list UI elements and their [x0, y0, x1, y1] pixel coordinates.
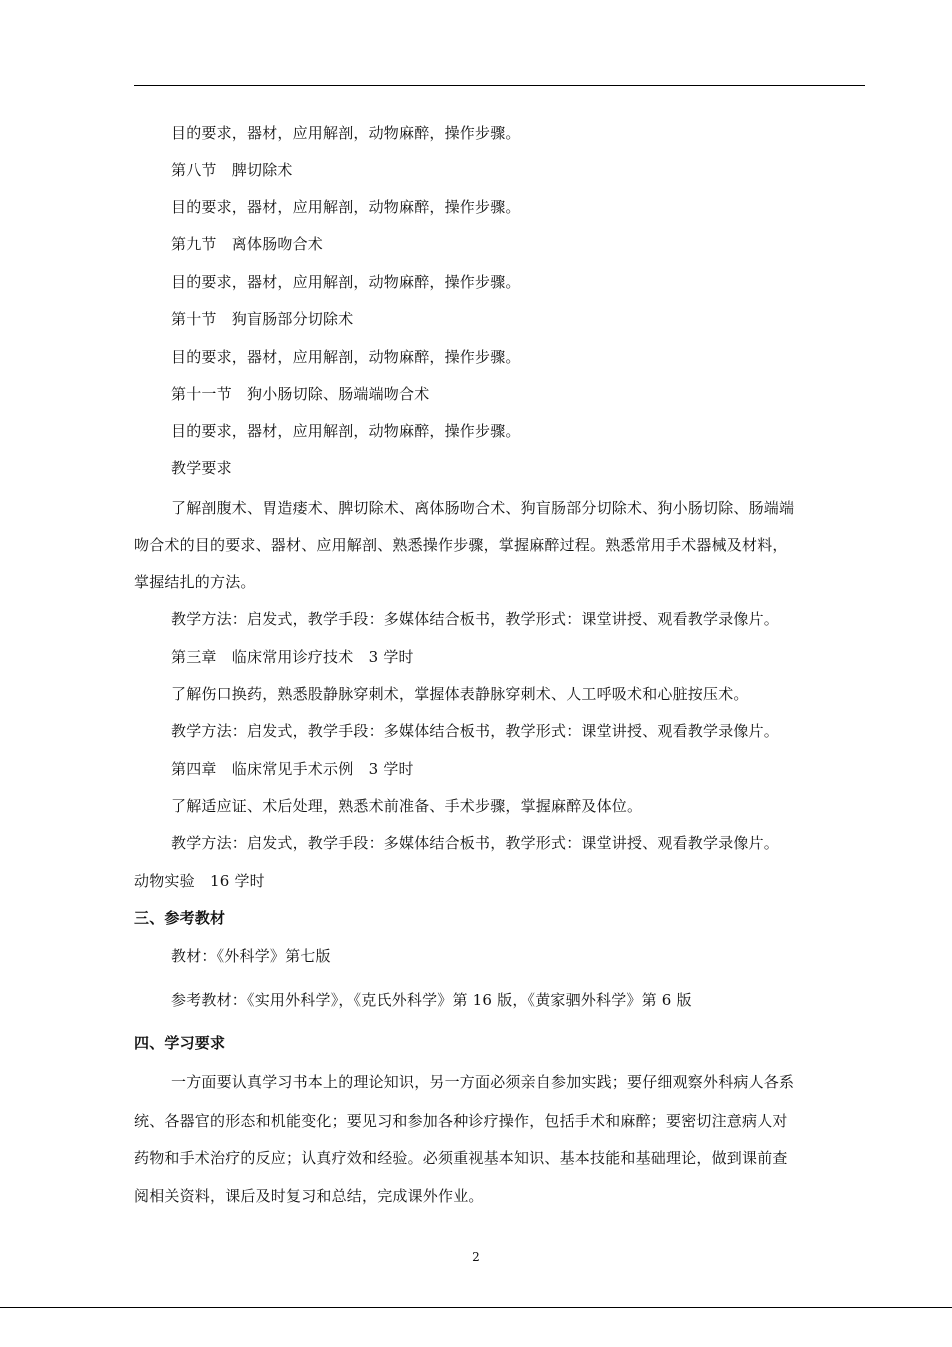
- paragraph-line: 了解剖腹术、胃造瘘术、脾切除术、离体肠吻合术、狗盲肠部分切除术、狗小肠切除、肠端端: [171, 499, 795, 517]
- section-heading: 第九节 离体肠吻合术: [171, 235, 324, 253]
- paragraph-line: 掌握结扎的方法。: [134, 573, 256, 591]
- textbook-line: 教材：《外科学》第七版: [171, 947, 331, 965]
- paragraph-line: 统、各器官的形态和机能变化；要见习和参加各种诊疗操作，包括手术和麻醉；要密切注意病人对: [134, 1112, 788, 1130]
- header-rule: [134, 85, 865, 86]
- teaching-method: 教学方法：启发式，教学手段：多媒体结合板书，教学形式：课堂讲授、观看教学录像片。: [171, 834, 780, 852]
- teaching-method: 教学方法：启发式，教学手段：多媒体结合板书，教学形式：课堂讲授、观看教学录像片。: [171, 610, 780, 628]
- paragraph-line: 阅相关资料，课后及时复习和总结，完成课外作业。: [134, 1187, 484, 1205]
- page-number: 2: [472, 1250, 480, 1264]
- paragraph: 了解伤口换药，熟悉股静脉穿刺术，掌握体表静脉穿刺术、人工呼吸术和心脏按压术。: [171, 685, 749, 703]
- animal-experiment-line: 动物实验 16 学时: [134, 872, 265, 890]
- section-heading: 第十一节 狗小肠切除、肠端端吻合术: [171, 385, 430, 403]
- paragraph: 目的要求，器材，应用解剖，动物麻醉，操作步骤。: [171, 124, 521, 142]
- footer-rule: [0, 1307, 952, 1308]
- paragraph: 目的要求，器材，应用解剖，动物麻醉，操作步骤。: [171, 273, 521, 291]
- paragraph: 目的要求，器材，应用解剖，动物麻醉，操作步骤。: [171, 198, 521, 216]
- teaching-method: 教学方法：启发式，教学手段：多媒体结合板书，教学形式：课堂讲授、观看教学录像片。: [171, 722, 780, 740]
- paragraph: 目的要求，器材，应用解剖，动物麻醉，操作步骤。: [171, 422, 521, 440]
- section-title: 三、参考教材: [134, 909, 226, 927]
- paragraph-line: 吻合术的目的要求、器材、应用解剖、熟悉操作步骤，掌握麻醉过程。熟悉常用手术器械及材料，: [134, 536, 788, 554]
- section-heading: 第十节 狗盲肠部分切除术: [171, 310, 354, 328]
- chapter-heading: 第三章 临床常用诊疗技术 3 学时: [171, 648, 414, 666]
- section-title: 四、学习要求: [134, 1034, 226, 1052]
- section-heading: 第八节 脾切除术: [171, 161, 293, 179]
- paragraph: 目的要求，器材，应用解剖，动物麻醉，操作步骤。: [171, 348, 521, 366]
- subheading: 教学要求: [171, 459, 232, 477]
- paragraph-line: 药物和手术治疗的反应；认真疗效和经验。必须重视基本知识、基本技能和基础理论，做到课前查: [134, 1149, 788, 1167]
- chapter-heading: 第四章 临床常见手术示例 3 学时: [171, 760, 414, 778]
- reference-textbooks-line: 参考教材：《实用外科学》，《克氏外科学》第 16 版，《黄家驷外科学》第 6 版: [171, 991, 692, 1009]
- paragraph: 了解适应证、术后处理，熟悉术前准备、手术步骤，掌握麻醉及体位。: [171, 797, 643, 815]
- paragraph-line: 一方面要认真学习书本上的理论知识，另一方面必须亲自参加实践；要仔细观察外科病人各系: [171, 1073, 795, 1091]
